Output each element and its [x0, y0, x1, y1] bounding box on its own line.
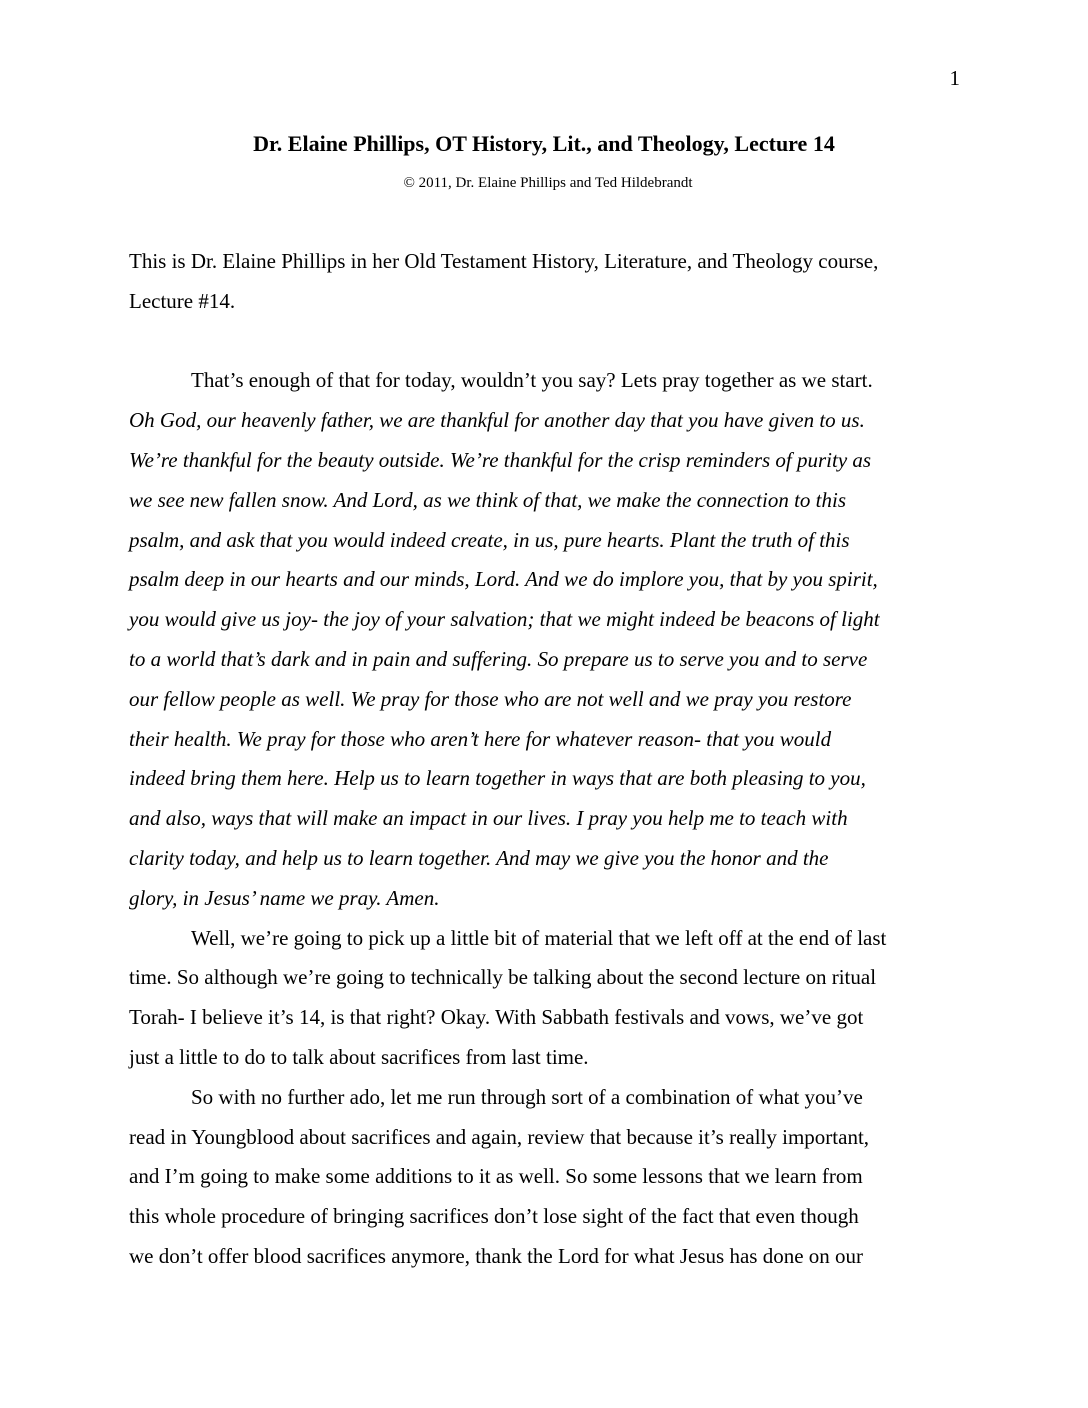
- intro-line: This is Dr. Elaine Phillips in her Old Testament History, Literature, and Theology course,: [129, 249, 879, 273]
- paragraph-opening: That’s enough of that for today, wouldn’t you say? Lets pray together as we start.: [191, 368, 873, 393]
- copyright-line: © 2011, Dr. Elaine Phillips and Ted Hildebrandt: [403, 175, 693, 191]
- prayer-line: their health. We pray for those who aren’t here for whatever reason- that you would: [129, 726, 832, 751]
- prayer-line: psalm, and ask that you would indeed create, in us, pure hearts. Plant the truth of this: [129, 527, 850, 552]
- paragraph-line: So with no further ado, let me run through sort of a combination of what you’ve: [191, 1084, 863, 1109]
- paragraph-line: and I’m going to make some additions to it as well. So some lessons that we learn from: [129, 1164, 863, 1189]
- paragraph-line: Well, we’re going to pick up a little bit of material that we left off at the end of last: [191, 925, 887, 950]
- paragraph-sabbath: [129, 919, 969, 1078]
- prayer-line: We’re thankful for the beauty outside. We’re thankful for the crisp reminders of purity as: [129, 447, 872, 472]
- lecture-title: Dr. Elaine Phillips, OT History, Lit., and Theology, Lecture 14: [253, 131, 835, 156]
- intro-paragraph: [129, 242, 969, 322]
- prayer-line: clarity today, and help us to learn together. And may we give you the honor and the: [129, 845, 829, 870]
- prayer-line: we see new fallen snow. And Lord, as we think of that, we make the connection to this: [129, 487, 847, 512]
- paragraph-line: this whole procedure of bringing sacrifices don’t lose sight of the fact that even though: [129, 1204, 859, 1229]
- prayer-line: glory, in Jesus’ name we pray. Amen.: [129, 885, 440, 910]
- prayer-line: you would give us joy- the joy of your salvation; that we might indeed be beacons of light: [129, 607, 880, 632]
- prayer-line: and also, ways that will make an impact in our lives. I pray you help me to teach with: [129, 806, 848, 831]
- page-number: 1: [949, 66, 960, 90]
- intro-line: Lecture #14.: [129, 288, 236, 313]
- paragraph-line: Torah- I believe it’s 14, is that right? Okay. With Sabbath festivals and vows, we’ve got: [129, 1005, 864, 1030]
- prayer-paragraph: [129, 361, 969, 918]
- paragraph-sacrifices: [129, 1078, 969, 1277]
- document-body: [129, 242, 969, 1277]
- prayer-line: to a world that’s dark and in pain and suffering. So prepare us to serve you and to serve: [129, 646, 868, 671]
- prayer-line: psalm deep in our hearts and our minds, Lord. And we do implore you, that by you spirit,: [129, 567, 878, 592]
- prayer-line: our fellow people as well. We pray for those who are not well and we pray you restore: [129, 686, 852, 711]
- prayer-line: Oh God, our heavenly father, we are thankful for another day that you have given to us.: [129, 408, 865, 433]
- paragraph-line: we don’t offer blood sacrifices anymore, thank the Lord for what Jesus has done on our: [129, 1243, 864, 1268]
- paragraph-line: just a little to do to talk about sacrifices from last time.: [129, 1044, 589, 1069]
- paragraph-line: time. So although we’re going to technically be talking about the second lecture on ritual: [129, 965, 877, 990]
- paragraph-line: read in Youngblood about sacrifices and again, review that because it’s really important,: [129, 1124, 870, 1149]
- prayer-line: indeed bring them here. Help us to learn together in ways that are both pleasing to you,: [129, 766, 866, 791]
